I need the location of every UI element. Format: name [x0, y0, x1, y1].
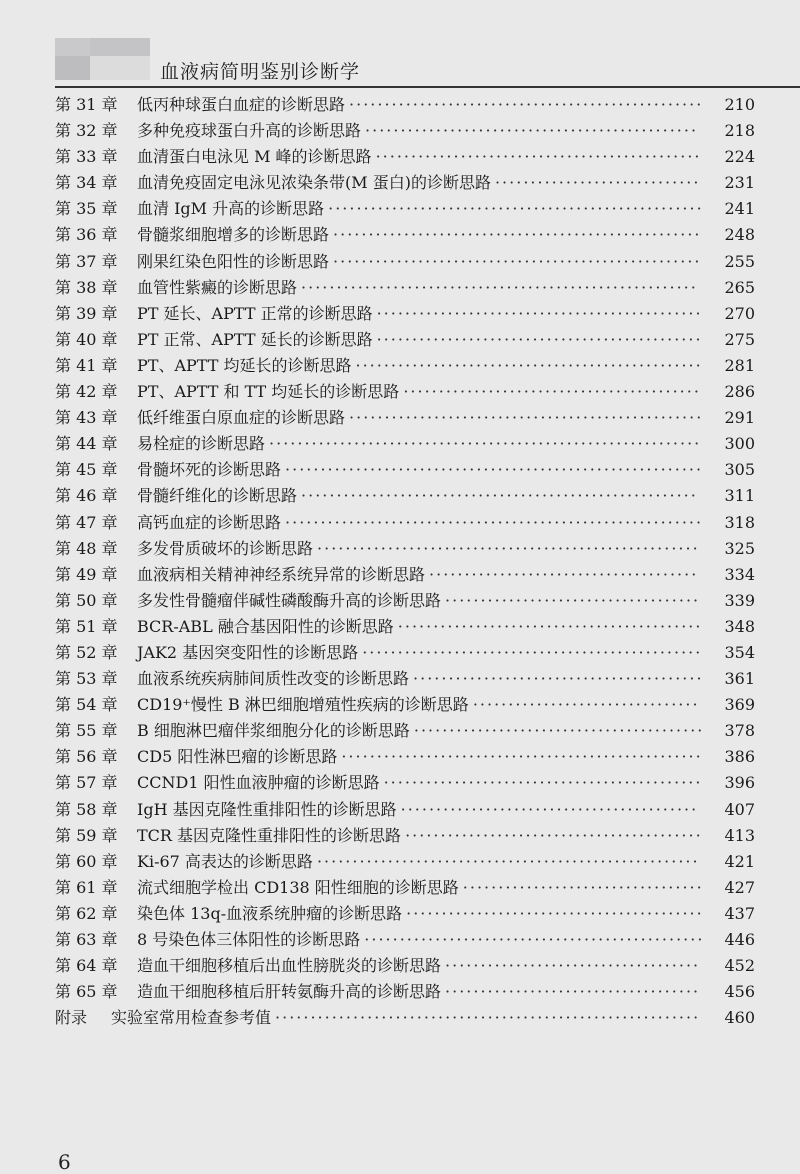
- toc-chapter-number: 第 43 章: [55, 408, 118, 428]
- toc-entry: [55, 614, 755, 640]
- toc-page-number: 325: [724, 538, 755, 558]
- toc-entry-title-wrap: [137, 379, 701, 405]
- header-rule: [55, 86, 800, 88]
- toc-entry-title-wrap: [137, 249, 701, 275]
- toc-entry: [55, 875, 755, 901]
- toc-entry: [55, 510, 755, 536]
- toc-leader-dots: ····················································: [333, 251, 702, 271]
- toc-entry-title: PT 正常、APTT 延长的诊断思路: [137, 329, 373, 349]
- toc-page-number: 456: [724, 982, 755, 1002]
- toc-chapter-number: 第 58 章: [55, 799, 118, 819]
- toc-entry-title: IgH 基因克隆性重排阳性的诊断思路: [137, 799, 397, 819]
- toc-entry-title: 低纤维蛋白原血症的诊断思路: [137, 408, 346, 428]
- toc-chapter-number: 第 41 章: [55, 355, 118, 375]
- toc-leader-dots: ······················································: [317, 538, 700, 558]
- toc-leader-dots: ··········································: [403, 382, 701, 402]
- toc-page-number: 270: [724, 303, 755, 323]
- toc-leader-dots: ··········································: [406, 903, 704, 923]
- toc-entry: [55, 901, 755, 927]
- toc-entry: [55, 144, 755, 170]
- toc-leader-dots: ····················································: [333, 225, 702, 245]
- toc-entry-title-wrap: [137, 536, 700, 562]
- toc-page-number: 231: [724, 173, 755, 193]
- toc-page-number: 361: [724, 669, 755, 689]
- toc-chapter-number: 附录: [55, 1008, 88, 1028]
- toc-entry-title-wrap: [137, 275, 698, 301]
- toc-entry: [55, 405, 755, 431]
- toc-leader-dots: ··········································: [405, 825, 703, 845]
- toc-entry-title-wrap: [137, 953, 700, 979]
- toc-page-number: 421: [724, 851, 755, 871]
- toc-leader-dots: ···········································: [397, 616, 703, 636]
- toc-appendix-entry: [55, 1005, 755, 1031]
- toc-entry-title: 血液病相关精神神经系统异常的诊断思路: [137, 564, 426, 584]
- toc-chapter-number: 第 62 章: [55, 903, 118, 923]
- toc-entry: [55, 118, 755, 144]
- toc-chapter-number: 第 59 章: [55, 825, 118, 845]
- toc-leader-dots: ························································: [301, 277, 698, 297]
- toc-entry-title: 多发骨质破坏的诊断思路: [137, 538, 314, 558]
- toc-entry: [55, 301, 755, 327]
- toc-leader-dots: ····························································: [275, 1008, 701, 1028]
- toc-entry-title-wrap: [137, 718, 704, 744]
- toc-page-number: 339: [724, 590, 755, 610]
- toc-entry-title: 造血干细胞移植后出血性膀胱炎的诊断思路: [137, 956, 442, 976]
- toc-entry-title-wrap: [137, 666, 704, 692]
- toc-page-number: 291: [724, 408, 755, 428]
- toc-chapter-number: 第 35 章: [55, 199, 118, 219]
- toc-entry-title: PT、APTT 均延长的诊断思路: [137, 355, 352, 375]
- toc-entry-title: 实验室常用检查参考值: [111, 1008, 272, 1028]
- toc-entry-title-wrap: [137, 144, 702, 170]
- table-of-contents: [55, 92, 755, 1031]
- toc-entry-title: CD5 阳性淋巴瘤的诊断思路: [137, 747, 338, 767]
- toc-entry-title: 染色体 13q-血液系统肿瘤的诊断思路: [137, 903, 403, 923]
- toc-leader-dots: ····································: [445, 956, 701, 976]
- toc-entry-title: 血管性紫癜的诊断思路: [137, 277, 298, 297]
- toc-chapter-number: 第 45 章: [55, 460, 118, 480]
- toc-chapter-number: 第 33 章: [55, 147, 118, 167]
- toc-leader-dots: ································: [472, 695, 700, 715]
- toc-entry-title-wrap: [137, 797, 698, 823]
- toc-leader-dots: ·············································: [383, 773, 703, 793]
- toc-entry-title-wrap: [137, 744, 703, 770]
- toc-entry: [55, 640, 755, 666]
- toc-leader-dots: ·················································: [355, 355, 703, 375]
- toc-entry-title: 多发性骨髓瘤伴碱性磷酸酶升高的诊断思路: [137, 590, 442, 610]
- toc-entry: [55, 379, 755, 405]
- toc-entry: [55, 953, 755, 979]
- toc-page-number: 224: [724, 147, 755, 167]
- toc-leader-dots: ··················································: [349, 95, 704, 114]
- toc-chapter-number: 第 49 章: [55, 564, 118, 584]
- toc-entry: [55, 718, 755, 744]
- toc-chapter-number: 第 55 章: [55, 721, 118, 741]
- toc-entry-title: 血液系统疾病肺间质性改变的诊断思路: [137, 669, 410, 689]
- toc-entry: [55, 692, 755, 718]
- toc-leader-dots: ··············································: [376, 303, 703, 323]
- toc-entry-title-wrap: [137, 405, 703, 431]
- toc-page-number: 407: [724, 799, 755, 819]
- toc-entry-title-wrap: [137, 222, 701, 248]
- toc-entry-title-wrap: [137, 901, 704, 927]
- toc-entry: [55, 353, 755, 379]
- toc-entry: [55, 327, 755, 353]
- toc-leader-dots: ················································: [362, 642, 703, 662]
- toc-leader-dots: ···················································: [341, 747, 703, 767]
- toc-entry: [55, 979, 755, 1005]
- toc-entry-title: 血清 IgM 升高的诊断思路: [137, 199, 325, 219]
- toc-entry-title: 低丙种球蛋白血症的诊断思路: [137, 95, 346, 114]
- toc-page-number: 334: [724, 564, 755, 584]
- toc-page-number: 275: [724, 329, 755, 349]
- toc-entry-title-wrap: [137, 979, 700, 1005]
- toc-entry-title: 血清蛋白电泳见 M 峰的诊断思路: [137, 147, 372, 167]
- toc-entry-title-wrap: [137, 614, 702, 640]
- toc-page-number: 300: [724, 434, 755, 454]
- toc-entry-title-wrap: [137, 170, 700, 196]
- toc-entry-title: PT、APTT 和 TT 均延长的诊断思路: [137, 382, 400, 402]
- toc-leader-dots: ················································: [364, 930, 705, 949]
- toc-page-number: 413: [724, 825, 755, 845]
- toc-chapter-number: 第 39 章: [55, 303, 118, 323]
- toc-entry-title: B 细胞淋巴瘤伴浆细胞分化的诊断思路: [137, 721, 410, 741]
- toc-page-number: 354: [724, 642, 755, 662]
- toc-entry-title: CD19⁺慢性 B 淋巴细胞增殖性疾病的诊断思路: [137, 695, 469, 715]
- toc-entry-title: 骨髓纤维化的诊断思路: [137, 486, 298, 506]
- toc-entry-title-wrap: [137, 510, 703, 536]
- toc-entry: [55, 562, 755, 588]
- toc-page-number: 427: [724, 877, 755, 897]
- toc-page-number: 386: [724, 747, 755, 767]
- toc-entry-title-wrap: [137, 301, 703, 327]
- header-decoration: [55, 56, 90, 80]
- toc-entry: [55, 249, 755, 275]
- toc-chapter-number: 第 34 章: [55, 173, 118, 193]
- toc-entry: [55, 92, 755, 118]
- toc-entry: [55, 483, 755, 509]
- toc-entry-title-wrap: [137, 770, 702, 796]
- toc-entry: [55, 457, 755, 483]
- toc-entry: [55, 823, 755, 849]
- toc-entry-title-wrap: [137, 562, 698, 588]
- toc-page-number: 446: [724, 930, 755, 949]
- toc-entry: [55, 431, 755, 457]
- toc-entry: [55, 536, 755, 562]
- toc-page-number: 248: [724, 225, 755, 245]
- toc-page-number: 396: [724, 773, 755, 793]
- toc-page-number: 369: [724, 695, 755, 715]
- toc-entry-title-wrap: [137, 196, 704, 222]
- toc-chapter-number: 第 36 章: [55, 225, 118, 245]
- toc-entry-title-wrap: [137, 118, 698, 144]
- toc-entry-title: 骨髓坏死的诊断思路: [137, 460, 282, 480]
- toc-entry-title: 血清免疫固定电泳见浓染条带(M 蛋白)的诊断思路: [137, 173, 491, 193]
- toc-chapter-number: 第 46 章: [55, 486, 118, 506]
- toc-entry: [55, 196, 755, 222]
- toc-chapter-number: 第 44 章: [55, 434, 118, 454]
- toc-chapter-number: 第 31 章: [55, 95, 118, 114]
- toc-page-number: 286: [724, 382, 755, 402]
- toc-leader-dots: ··············································: [376, 329, 703, 349]
- running-header-title: 血液病简明鉴别诊断学: [160, 61, 361, 83]
- toc-page-number: 348: [724, 616, 755, 636]
- toc-chapter-number: 第 61 章: [55, 877, 118, 897]
- page-number: 6: [58, 1150, 71, 1174]
- toc-entry-title-wrap: [137, 327, 703, 353]
- toc-entry-title: 8 号染色体三体阳性的诊断思路: [137, 930, 361, 949]
- toc-entry-title-wrap: [137, 353, 703, 379]
- toc-leader-dots: ···························································: [285, 512, 704, 532]
- toc-chapter-number: 第 51 章: [55, 616, 118, 636]
- toc-leader-dots: ····································: [445, 590, 701, 610]
- toc-entry: [55, 849, 755, 875]
- header-decoration: [90, 38, 150, 56]
- toc-entry-title-wrap: [137, 640, 702, 666]
- toc-page-number: 255: [724, 251, 755, 271]
- toc-entry: [55, 170, 755, 196]
- toc-entry-title: JAK2 基因突变阳性的诊断思路: [137, 642, 359, 662]
- toc-entry-title-wrap: [137, 823, 703, 849]
- toc-chapter-number: 第 38 章: [55, 277, 118, 297]
- toc-page-number: 311: [724, 486, 755, 506]
- toc-entry: [55, 588, 755, 614]
- toc-leader-dots: ·····························: [494, 173, 701, 193]
- toc-chapter-number: 第 65 章: [55, 982, 118, 1002]
- toc-page-number: 437: [724, 903, 755, 923]
- toc-entry-title: 刚果红染色阳性的诊断思路: [137, 251, 330, 271]
- toc-leader-dots: ······································: [429, 564, 699, 584]
- toc-chapter-number: 第 40 章: [55, 329, 118, 349]
- toc-entry-title: 造血干细胞移植后肝转氨酶升高的诊断思路: [137, 982, 442, 1002]
- toc-entry-title: 高钙血症的诊断思路: [137, 512, 282, 532]
- toc-leader-dots: ··········································: [400, 799, 699, 819]
- toc-chapter-number: 第 47 章: [55, 512, 118, 532]
- toc-entry-title-wrap: [137, 92, 703, 118]
- toc-entry-title-wrap: [137, 431, 701, 457]
- toc-chapter-number: 第 56 章: [55, 747, 118, 767]
- toc-entry-title-wrap: [137, 875, 704, 901]
- toc-chapter-number: 第 37 章: [55, 251, 118, 271]
- toc-leader-dots: ······················································: [316, 851, 700, 871]
- toc-page-number: 241: [724, 199, 755, 219]
- toc-chapter-number: 第 32 章: [55, 121, 118, 141]
- toc-entry-title-wrap: [111, 1005, 700, 1031]
- toc-entry-title-wrap: [137, 483, 698, 509]
- toc-leader-dots: ·········································: [413, 669, 704, 689]
- toc-chapter-number: 第 64 章: [55, 956, 118, 976]
- toc-entry-title-wrap: [137, 692, 700, 718]
- toc-leader-dots: ·········································: [413, 721, 705, 741]
- toc-leader-dots: ···············································: [365, 121, 699, 141]
- toc-entry-title-wrap: [137, 457, 703, 483]
- toc-page-number: 281: [724, 355, 755, 375]
- toc-entry: [55, 666, 755, 692]
- toc-chapter-number: 第 48 章: [55, 538, 118, 558]
- toc-chapter-number: 第 53 章: [55, 669, 118, 689]
- toc-entry-title-wrap: [137, 927, 704, 953]
- toc-entry-title: BCR-ABL 融合基因阳性的诊断思路: [137, 616, 394, 636]
- toc-entry: [55, 927, 755, 953]
- toc-page-number: 378: [724, 721, 755, 741]
- toc-entry-title: Ki-67 高表达的诊断思路: [137, 851, 313, 871]
- toc-entry-title-wrap: [137, 588, 700, 614]
- toc-entry-title: CCND1 阳性血液肿瘤的诊断思路: [137, 773, 380, 793]
- toc-chapter-number: 第 57 章: [55, 773, 118, 793]
- toc-page-number: 265: [724, 277, 755, 297]
- toc-chapter-number: 第 50 章: [55, 590, 118, 610]
- toc-chapter-number: 第 54 章: [55, 695, 118, 715]
- toc-page-number: 460: [724, 1008, 755, 1028]
- toc-leader-dots: ·····························································: [269, 434, 702, 454]
- toc-chapter-number: 第 60 章: [55, 851, 118, 871]
- toc-entry-title: 易栓症的诊断思路: [137, 434, 266, 454]
- toc-chapter-number: 第 52 章: [55, 642, 118, 662]
- toc-entry: [55, 275, 755, 301]
- toc-chapter-number: 第 63 章: [55, 930, 118, 949]
- toc-entry: [55, 797, 755, 823]
- toc-page-number: 452: [724, 956, 755, 976]
- toc-leader-dots: ························································: [301, 486, 698, 506]
- toc-entry-title: TCR 基因克隆性重排阳性的诊断思路: [137, 825, 402, 845]
- toc-entry: [55, 222, 755, 248]
- toc-leader-dots: ····································: [445, 982, 701, 1002]
- toc-page-number: 318: [724, 512, 755, 532]
- toc-chapter-number: 第 42 章: [55, 382, 118, 402]
- toc-entry-title-wrap: [137, 849, 700, 875]
- toc-page-number: 305: [724, 460, 755, 480]
- toc-entry: [55, 770, 755, 796]
- toc-leader-dots: ··················································: [349, 408, 704, 428]
- toc-leader-dots: ·····················································: [328, 199, 704, 219]
- toc-entry: [55, 744, 755, 770]
- toc-leader-dots: ··································: [462, 877, 704, 897]
- toc-page-number: 210: [724, 95, 755, 114]
- toc-leader-dots: ···························································: [285, 460, 704, 480]
- header-decoration: [90, 56, 150, 80]
- toc-leader-dots: ··············································: [375, 147, 702, 167]
- toc-page-number: 218: [724, 121, 755, 141]
- toc-entry-title: 流式细胞学检出 CD138 阳性细胞的诊断思路: [137, 877, 459, 897]
- toc-entry-title: 多种免疫球蛋白升高的诊断思路: [137, 121, 362, 141]
- toc-entry-title: PT 延长、APTT 正常的诊断思路: [137, 303, 373, 323]
- toc-entry-title: 骨髓浆细胞增多的诊断思路: [137, 225, 330, 245]
